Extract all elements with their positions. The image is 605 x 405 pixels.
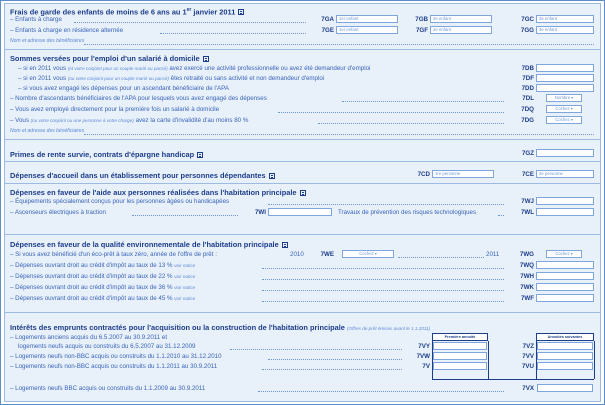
row-7WK bbox=[10, 284, 195, 291]
eco-loan-year-2011: 2011 bbox=[486, 251, 500, 258]
row-7DG-c: avez la carte d'invalidité d'au moins 80 % bbox=[135, 117, 249, 124]
input-7GG[interactable]: 3e enfant bbox=[536, 26, 594, 34]
dotted-leader bbox=[160, 33, 306, 34]
code-7WJ: 7WJ bbox=[521, 198, 534, 205]
code-7VX: 7VX bbox=[522, 385, 534, 392]
code-7DF: 7DF bbox=[522, 75, 534, 82]
row-7DG bbox=[10, 117, 248, 124]
section-loan-interest-title bbox=[10, 323, 430, 332]
dotted-leader bbox=[318, 123, 504, 124]
input-7CE[interactable]: 2e personne bbox=[536, 170, 594, 178]
code-7DL: 7DL bbox=[522, 95, 534, 102]
col-first-annuity: Première annuité bbox=[432, 333, 488, 341]
code-7GF: 7GF bbox=[415, 27, 428, 34]
section-childcare-title-end: janvier 2011 bbox=[191, 7, 236, 17]
notice-icon[interactable] bbox=[197, 152, 203, 158]
table-bottom bbox=[432, 379, 594, 380]
input-7GC[interactable]: 3e enfant bbox=[536, 15, 594, 23]
row-eco-loan: – Si vous avez bénéficié d'un éco-prêt à taux zéro, année de l'offre de prêt : bbox=[10, 251, 217, 258]
input-7VY[interactable] bbox=[433, 342, 487, 350]
row-7DF bbox=[18, 75, 324, 82]
code-7GC: 7GC bbox=[521, 16, 534, 23]
input-7VZ[interactable] bbox=[537, 342, 593, 350]
code-7DD: 7DD bbox=[521, 85, 534, 92]
select-7DL-nombre[interactable]: Nombre ▾ bbox=[546, 94, 582, 102]
code-7VV: 7VV bbox=[522, 353, 534, 360]
dotted-leader bbox=[262, 369, 402, 370]
row-7DB-c: avez exercé une activité professionnelle ou avez été demandeur d'emploi bbox=[169, 65, 371, 72]
dotted-leader bbox=[230, 349, 402, 350]
code-7CE: 7CE bbox=[521, 171, 534, 178]
section-childcare-title-sup: er bbox=[186, 7, 192, 13]
row-7WF-text: – Dépenses ouvrant droit au crédit d'impôt au taux de 45 % bbox=[10, 295, 173, 302]
row-7DF-a: – si en 2011 vous bbox=[18, 75, 67, 82]
section-loan-interest-note: (Offres de prêt émises avant le 1.1.2011) bbox=[346, 326, 431, 331]
input-7GA[interactable]: 1er enfant bbox=[336, 15, 398, 23]
input-7GB[interactable]: 2e enfant bbox=[430, 15, 492, 23]
row-7WI: – Ascenseurs électriques à traction bbox=[10, 209, 106, 216]
input-7WQ[interactable] bbox=[536, 261, 594, 269]
section-childcare-title-text: Frais de garde des enfants de moins de 6 ans au 1 bbox=[10, 7, 187, 17]
row-7WQ bbox=[10, 262, 195, 269]
row-7WF-voir: voir notice bbox=[174, 296, 196, 301]
section-divider bbox=[5, 234, 600, 235]
row-7DF-c: êtes retraité ou sans activité et non demandeur d'emploi bbox=[170, 75, 325, 82]
row-children-alternate: – Enfants à charge en résidence alternée bbox=[10, 27, 124, 34]
row-7DD: – si vous avez engagé les dépenses pour un ascendant bénéficiaire de l'APA bbox=[18, 85, 229, 92]
code-7WF: 7WF bbox=[520, 295, 534, 302]
code-7GG: 7GG bbox=[520, 27, 534, 34]
section-dependent-care-title-text: Dépenses d'accueil dans un établissement pour personnes dépendantes bbox=[10, 171, 266, 180]
eco-loan-year-2010: 2010 bbox=[290, 251, 304, 258]
row-7DL: – Nombre d'ascendants bénéficiaires de l'APA pour lesquels vous avez engagé des dépenses bbox=[10, 95, 267, 102]
dotted-leader bbox=[342, 101, 504, 102]
code-7GZ: 7GZ bbox=[521, 150, 534, 157]
row-7WJ: – Équipements spécialement conçus pour les personnes âgées ou handicapées bbox=[10, 198, 230, 205]
input-7VV[interactable] bbox=[537, 352, 593, 360]
input-7GZ[interactable] bbox=[536, 149, 594, 157]
row-7V: – Logements neufs non-BBC acquis ou construits du 1.1.2011 au 30.9.2011 bbox=[10, 363, 218, 370]
beneficiaries-note: Nom et adresse des bénéficiaires bbox=[10, 38, 85, 44]
dotted-leader bbox=[262, 301, 504, 302]
section-assistance-title bbox=[10, 188, 306, 197]
code-7WG: 7WG bbox=[519, 251, 534, 258]
code-7WQ: 7WQ bbox=[519, 262, 534, 269]
beneficiaries-line[interactable] bbox=[84, 44, 594, 45]
code-7WE: 7WE bbox=[320, 251, 334, 258]
row-children-dependent: – Enfants à charge bbox=[10, 16, 62, 23]
select-7WE-cochez[interactable]: Cochez ▾ bbox=[342, 250, 394, 258]
input-7WL[interactable] bbox=[536, 208, 594, 216]
code-7GA: 7GA bbox=[321, 16, 334, 23]
section-home-employee-title-text: Sommes versées pour l'emploi d'un salarié à domicile bbox=[10, 54, 200, 63]
row-7WQ-text: – Dépenses ouvrant droit au crédit d'impôt au taux de 13 % bbox=[10, 262, 173, 269]
row-7DF-b: (ou votre conjoint pour un couple marié ou pacsé) bbox=[67, 76, 169, 81]
input-7VW[interactable] bbox=[433, 352, 487, 360]
input-7WH[interactable] bbox=[536, 272, 594, 280]
row-7WL: Travaux de prévention des risques technologiques bbox=[338, 209, 477, 216]
row-7DG-a: – Vous bbox=[10, 117, 29, 124]
code-7GB: 7GB bbox=[415, 16, 428, 23]
dotted-leader bbox=[262, 290, 504, 291]
input-7VX[interactable] bbox=[537, 384, 593, 392]
col-separator bbox=[488, 341, 489, 379]
section-divider bbox=[5, 49, 600, 50]
section-loan-interest-title-text: Intérêts des emprunts contractés pour l'acquisition ou la construction de l'habitation principale bbox=[10, 323, 345, 332]
section-environment-title-text: Dépenses en faveur de la qualité environnementale de l'habitation principale bbox=[10, 240, 279, 249]
notice-icon[interactable] bbox=[203, 56, 209, 62]
row-7WH-text: – Dépenses ouvrant droit au crédit d'impôt au taux de 22 % bbox=[10, 273, 173, 280]
section-divider bbox=[5, 139, 600, 140]
row-old-housing: – Logements anciens acquis du 6.5.2007 au 30.9.2011 et bbox=[10, 334, 168, 341]
dotted-leader bbox=[278, 112, 504, 113]
beneficiaries-note: Nom et adresse des bénéficiaires bbox=[10, 128, 85, 134]
select-7WG-cochez[interactable]: Cochez ▾ bbox=[546, 250, 582, 258]
code-7VU: 7VU bbox=[521, 363, 534, 370]
dotted-leader bbox=[268, 359, 402, 360]
input-7GF[interactable]: 2e enfant bbox=[430, 26, 492, 34]
section-divider bbox=[5, 161, 600, 162]
notice-icon[interactable] bbox=[282, 242, 288, 248]
select-7DQ-cochez[interactable]: Cochez ▾ bbox=[546, 105, 582, 113]
code-7VW: 7VW bbox=[416, 353, 430, 360]
input-7DF[interactable] bbox=[536, 74, 594, 82]
input-7DB[interactable] bbox=[536, 64, 594, 72]
dotted-leader bbox=[268, 204, 504, 205]
row-7WH bbox=[10, 273, 195, 280]
input-7WI[interactable] bbox=[268, 208, 332, 216]
row-7VX: – Logements neufs BBC acquis ou construits du 1.1.2009 au 30.9.2011 bbox=[10, 385, 206, 392]
section-annuity-title-text: Primes de rente survie, contrats d'épargne handicap bbox=[10, 150, 195, 159]
input-7CD[interactable]: 1re personne bbox=[432, 170, 494, 178]
input-7WJ[interactable] bbox=[536, 197, 594, 205]
input-7VU[interactable] bbox=[537, 362, 593, 370]
section-assistance-title-text: Dépenses en faveur de l'aide aux personnes réalisées dans l'habitation principale bbox=[10, 188, 297, 197]
row-7WH-voir: voir notice bbox=[174, 274, 196, 279]
section-divider bbox=[5, 312, 600, 313]
input-7DD[interactable] bbox=[536, 84, 594, 92]
col-separator bbox=[594, 341, 595, 379]
code-7WI: 7WI bbox=[254, 209, 266, 216]
select-7DG-cochez[interactable]: Cochez ▾ bbox=[546, 116, 582, 124]
row-7DB bbox=[18, 65, 370, 72]
notice-icon[interactable] bbox=[238, 9, 244, 15]
code-7VZ: 7VZ bbox=[522, 343, 534, 350]
row-7DB-a: – si en 2011 vous bbox=[18, 65, 67, 72]
code-7VY: 7VY bbox=[418, 343, 430, 350]
col-following-annuities: Annuités suivantes bbox=[536, 333, 594, 341]
row-7WK-voir: voir notice bbox=[174, 285, 196, 290]
input-7V[interactable] bbox=[433, 362, 487, 370]
row-7VW: – Logements neufs non-BBC acquis ou construits du 1.1.2010 au 31.12.2010 bbox=[10, 353, 222, 360]
code-7CD: 7CD bbox=[417, 171, 430, 178]
input-7WF[interactable] bbox=[536, 294, 594, 302]
row-7DG-b: (ou votre conjoint ou une personne à votre charge) bbox=[30, 118, 134, 123]
code-7DB: 7DB bbox=[521, 65, 534, 72]
row-7WK-text: – Dépenses ouvrant droit au crédit d'impôt au taux de 36 % bbox=[10, 284, 173, 291]
row-7DB-b: (et votre conjoint pour un couple marié ou pacsé) bbox=[67, 66, 168, 71]
code-7GE: 7GE bbox=[321, 27, 334, 34]
dotted-leader bbox=[132, 215, 238, 216]
section-home-employee-title bbox=[10, 54, 209, 63]
notice-icon[interactable] bbox=[269, 173, 275, 179]
row-7DQ: – Vous avez employé directement pour la première fois un salarié à domicile bbox=[10, 106, 220, 113]
input-7GE[interactable]: 1er enfant bbox=[336, 26, 398, 34]
section-dependent-care-title bbox=[10, 171, 275, 180]
dotted-leader bbox=[74, 22, 306, 23]
section-divider bbox=[5, 183, 600, 184]
section-annuity-title bbox=[10, 150, 203, 159]
code-7DQ: 7DQ bbox=[521, 106, 534, 113]
input-7WK[interactable] bbox=[536, 283, 594, 291]
dotted-leader bbox=[398, 257, 484, 258]
dotted-leader bbox=[258, 391, 504, 392]
row-7WF bbox=[10, 295, 195, 302]
notice-icon[interactable] bbox=[300, 190, 306, 196]
code-7WL: 7WL bbox=[520, 209, 534, 216]
code-7DG: 7DG bbox=[521, 117, 534, 124]
dotted-leader bbox=[262, 279, 504, 280]
row-7VY: logements neufs acquis ou construits du 6.5.2007 au 31.12.2009 bbox=[18, 343, 196, 350]
code-7WK: 7WK bbox=[520, 284, 534, 291]
beneficiaries-line[interactable] bbox=[84, 134, 594, 135]
section-environment-title bbox=[10, 240, 288, 249]
code-7V: 7V bbox=[422, 363, 430, 370]
row-7WQ-voir: voir notice bbox=[174, 263, 196, 268]
code-7WH: 7WH bbox=[520, 273, 534, 280]
dotted-leader bbox=[262, 268, 504, 269]
